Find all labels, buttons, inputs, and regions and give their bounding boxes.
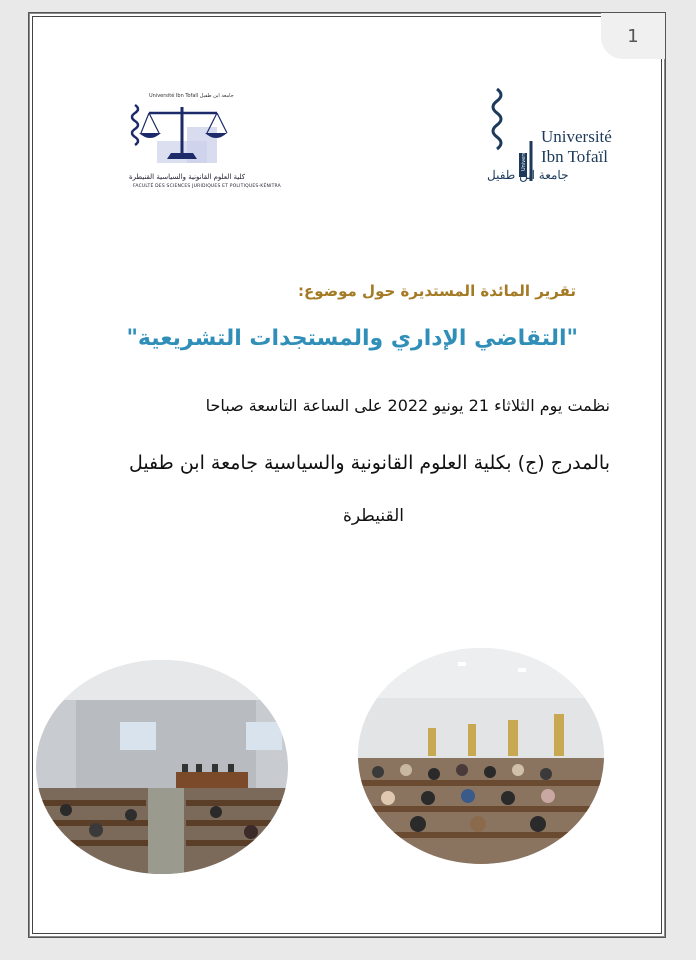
faculty-logo: [109, 83, 281, 203]
lecture-hall-photo-front: [36, 660, 288, 874]
report-date-line: نظمت يوم الثلاثاء 21 يونيو 2022 على الساعة التاسعة صباحا: [205, 396, 610, 415]
svg-text:Université: Université: [521, 145, 527, 171]
report-subtitle: تقرير المائدة المستديرة حول موضوع:: [298, 282, 576, 300]
university-name-line1: Université: [541, 127, 612, 146]
page-number-badge: 1: [601, 13, 665, 59]
report-title: "التقاضي الإداري والمستجدات التشريعية": [126, 326, 578, 351]
lecture-hall-photo-audience-image: [358, 648, 604, 864]
university-name-line2: Ibn Tofaïl: [541, 147, 608, 166]
report-venue-line: بالمدرج (ج) بكلية العلوم القانونية والسياسية جامعة ابن طفيل: [128, 452, 610, 474]
faculty-logo-top-text: جامعة ابن طفيل Université Ibn Tofaïl: [149, 93, 234, 99]
university-name-arabic: جامعة ابن طفيل: [487, 168, 569, 182]
lecture-hall-photo-audience: [358, 648, 604, 864]
university-name-french: [541, 127, 612, 167]
university-logo: [485, 83, 645, 203]
report-city-line: القنيطرة: [343, 506, 404, 526]
faculty-name-arabic: كلية العلوم القانونية والسياسية القنيطرة: [129, 173, 246, 181]
faculty-name-french: FACULTÉ DES SCIENCES JURIDIQUES ET POLITIQUES-KÉNITRA: [133, 184, 281, 189]
scales-of-justice-icon: [127, 97, 237, 173]
lecture-hall-photo-front-image: [36, 660, 288, 874]
